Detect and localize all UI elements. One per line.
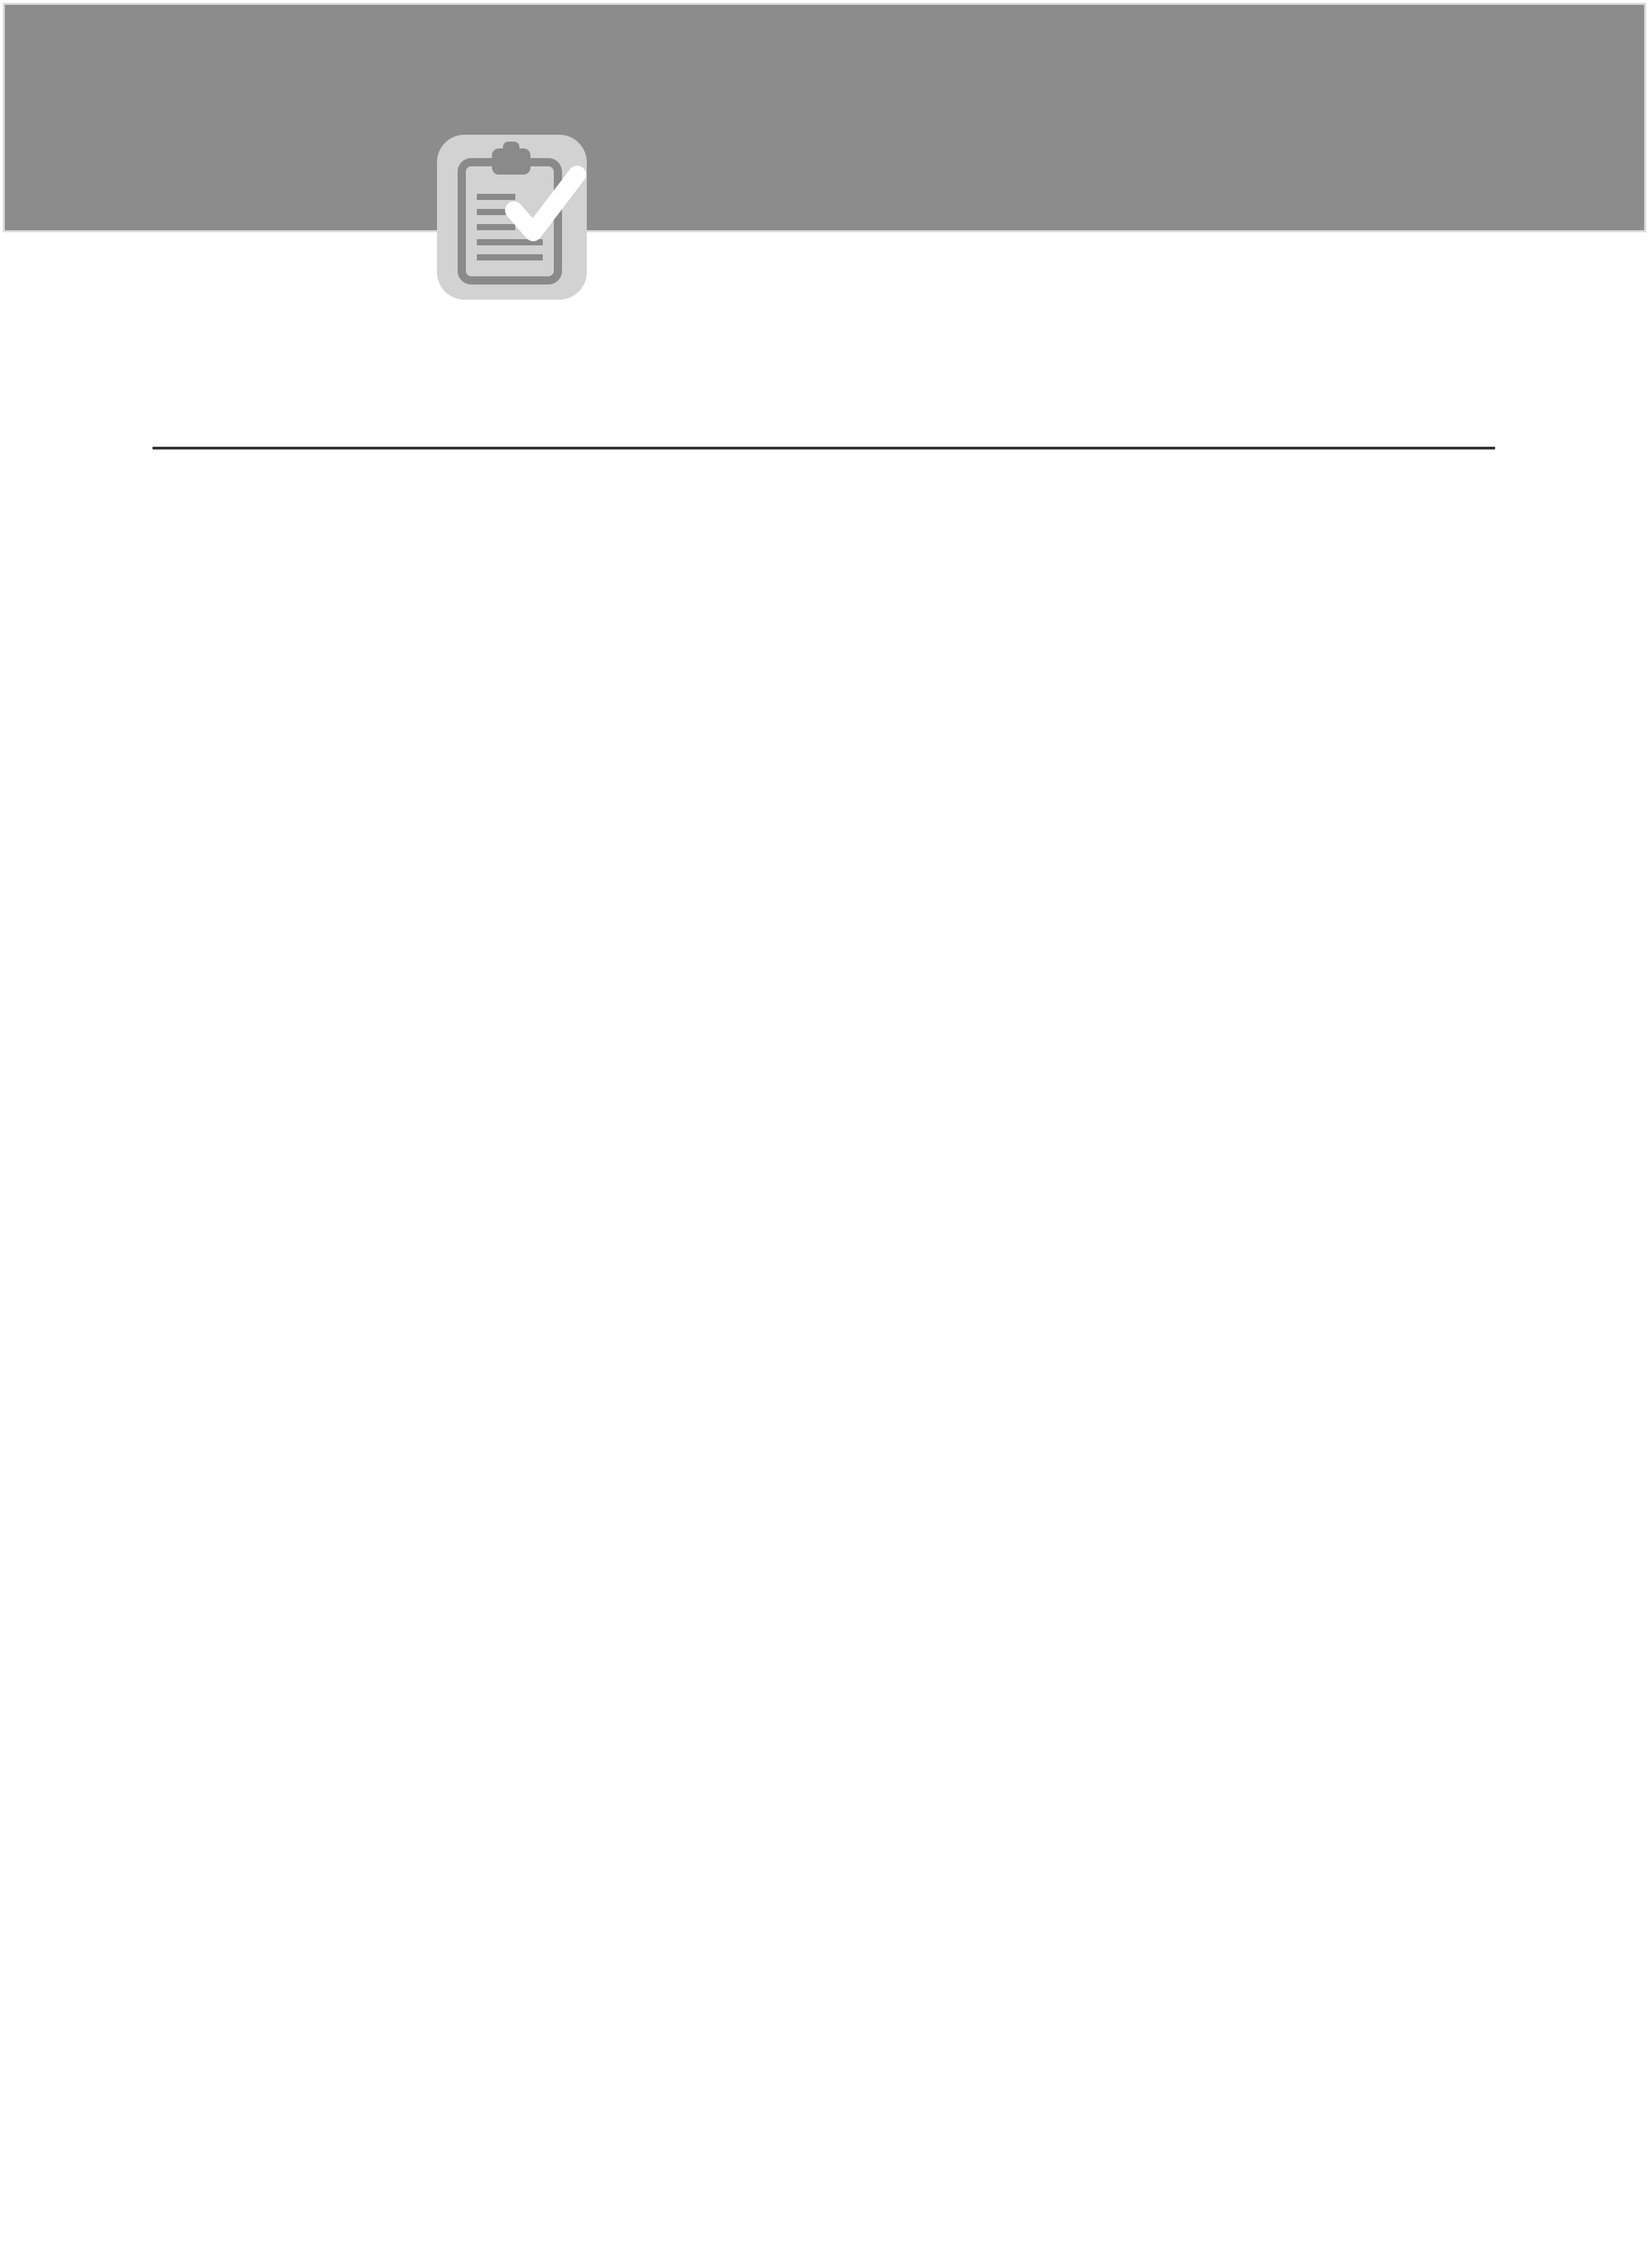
clipboard-check-icon [437, 135, 587, 300]
header-banner [3, 3, 1646, 232]
divider-line [153, 447, 1495, 449]
